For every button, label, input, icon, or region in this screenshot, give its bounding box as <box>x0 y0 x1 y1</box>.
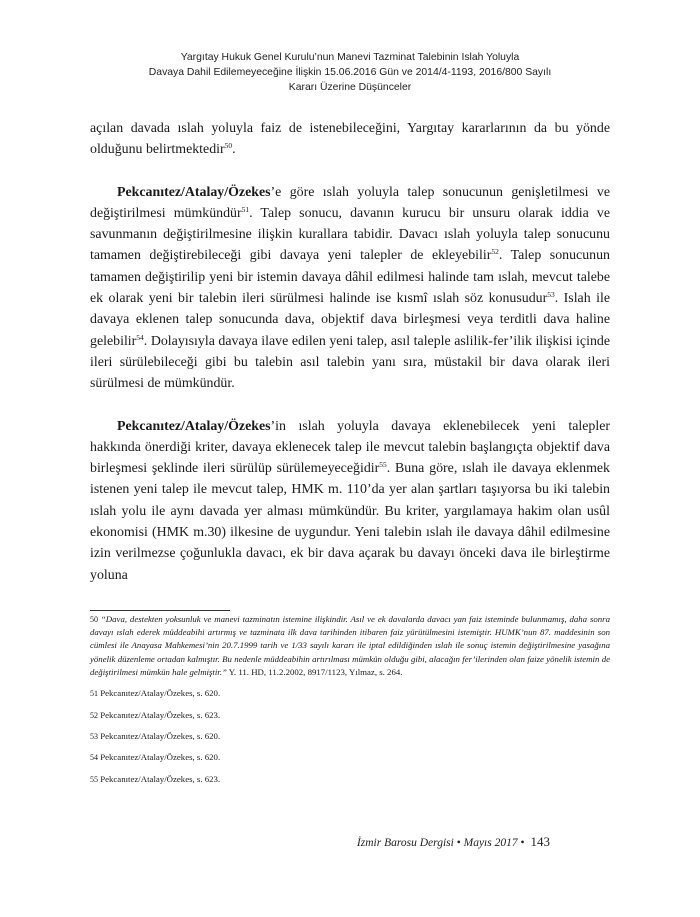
footnote-text: Pekcanıtez/Atalay/Özekes, s. 620. <box>100 730 221 741</box>
page-number: 143 <box>530 834 550 849</box>
footnote-text: Pekcanıtez/Atalay/Özekes, s. 623. <box>100 709 221 720</box>
body-text <box>90 118 610 586</box>
paragraph-3-sentence-1: ’in ıslah yoluyla davaya eklenebilecek yeni talepler hakkında önerdiği kriter, davaya eklenecek talep ile mevcut talebin başlangıçta objektif dava birleşmesi şeklinde ileri sürülüp sürülemeyeceğidir <box>90 418 610 477</box>
author-names: Pekcanıtez/Atalay/Özekes <box>117 418 271 434</box>
journal-issue: Mayıs 2017 <box>463 837 518 849</box>
paragraph-3 <box>90 416 610 586</box>
footer-bullet: • <box>520 837 525 849</box>
footnote-divider <box>90 610 230 611</box>
paragraph-1-text: açılan davada ıslah yoluyla faiz de istenebileceğini, Yargıtay kararlarının da bu yönde olduğunu belirtmektedir <box>90 121 610 158</box>
footnote-52 <box>90 709 610 722</box>
footnote-ref-51[interactable]: 51 <box>241 204 250 214</box>
paragraph-1 <box>90 118 610 161</box>
running-header <box>90 50 610 95</box>
footnote-number: 54 <box>90 753 98 763</box>
paragraph-2-sentence-2: . Talep sonucu, davanın kurucu bir unsuru olarak iddia ve savunmanın değiştirilmesine ilişkin kurallara tabidir. Davacı ıslah yoluyla talep sonucunu tamamen değiştirebileceği gibi davaya yeni talepler de ekleyebilir <box>90 205 611 264</box>
footnote-ref-55[interactable]: 55 <box>379 460 387 470</box>
paragraph-2-sentence-1: ’e göre ıslah yoluyla talep sonucunun genişletilmesi ve değiştirilmesi mümkündür <box>90 184 610 221</box>
footnote-55 <box>90 773 610 786</box>
author-names: Pekcanıtez/Atalay/Özekes <box>117 184 271 200</box>
footnote-ref-54[interactable]: 54 <box>136 332 144 342</box>
footnote-text: Pekcanıtez/Atalay/Özekes, s. 623. <box>100 773 221 784</box>
running-header-line-3: Kararı Üzerine Düşünceler <box>288 82 412 93</box>
footnote-53 <box>90 730 610 743</box>
footnote-citation: Y. 11. HD, 11.2.2002, 8917/1123, Yılmaz, s. 264. <box>226 666 403 677</box>
paragraph-2-sentence-3: . Talep sonucunun tamamen değiştirilip yeni bir istemin davaya dâhil edilmesi halinde tam ıslah, mevcut talebe ek olarak yeni bir talebin ileri sürülmesi halinde ise kısmî ıslah söz konusudur <box>90 248 610 307</box>
footnote-54 <box>90 751 610 764</box>
footnote-text: Pekcanıtez/Atalay/Özekes, s. 620. <box>100 752 221 763</box>
footnote-number: 51 <box>90 689 98 699</box>
paragraph-1-end: . <box>232 142 236 158</box>
journal-name: İzmir Barosu Dergisi <box>356 837 454 849</box>
running-header-line-1: Yargıtay Hukuk Genel Kurulu’nun Manevi Tazminat Talebinin Islah Yoluyla <box>180 52 520 63</box>
page-footer <box>90 834 550 850</box>
footnote-50 <box>90 613 610 679</box>
footnotes <box>90 613 610 786</box>
footnote-ref-50[interactable]: 50 <box>224 141 233 151</box>
footnote-text: Pekcanıtez/Atalay/Özekes, s. 620. <box>100 688 221 699</box>
footnote-51 <box>90 687 610 700</box>
paragraph-2 <box>90 182 610 395</box>
running-header-line-2: Davaya Dahil Edilemeyeceğine İlişkin 15.06.2016 Gün ve 2014/4-1193, 2016/800 Sayılı <box>148 67 552 78</box>
paragraph-3-sentence-2: . Buna göre, ıslah ile davaya eklenmek istenen yeni talep ile mevcut talep, HMK m. 110’da yer alan şartları taşıyorsa bu iki talebin ıslah yolu ile aynı davada yer alması mümkündür. Bu kriter, yargılamaya hakim olan usûl ekonomisi (HMK m.30) ilkesine de uygundur. Yeni talebin ıslah ile davaya dâhil edilmesine izin verilmezse çoğunlukla davacı, ek bir dava açarak bu davayı önceki dava ile birleştirme yoluna <box>90 461 610 583</box>
footnote-number: 50 <box>90 615 98 624</box>
paragraph-2-sentence-5: . Dolayısıyla davaya ilave edilen yeni talep, asıl taleple aslilik-fer’ilik ilişkisi içinde ileri sürülebileceği gibi bu talebin asıl talebin yanı sıra, müstakil bir dava olarak ileri sürülmesi de mümkündür. <box>90 333 610 392</box>
footnote-ref-53[interactable]: 53 <box>547 290 555 300</box>
footnote-quote: “Dava, destekten yoksunluk ve manevi tazminatın istemine ilişkindir. Asıl ve ek davalarda davacı yan faiz isteminde bulunmamış, daha sonra davayı ıslah ederek müddeabihi artırmış ve tazminata ilk dava tarihinden itibaren faiz yürütülmesini istemiştir. HUMK’nun 87. maddesinin son cümlesi ile Anayasa Mahkemesi’nin 20.7.1999 tarih ve 1/33 sayılı kararı ile iptal edildiğinden ıslah ile sonuç istemin değiştirilmesine yasağına yönelik düzenleme ortadan kalmıştır. Bu nedenle müddeabihin artırılması mümkün olduğu gibi, alacağın fer’ilerinden olan faize yönelik istemin de değiştirilmesi mümkün hale gelmiştir.” <box>90 614 610 677</box>
footnote-number: 52 <box>90 710 98 720</box>
footer-bullet: • <box>456 837 461 849</box>
footnote-number: 53 <box>90 731 98 741</box>
footnote-number: 55 <box>90 774 98 784</box>
paragraph-2-sentence-4: . Islah ile davaya eklenen talep sonucunda dava, objektif dava birleşmesi veya terditli dava haline gelebilir <box>90 291 610 349</box>
footnote-ref-52[interactable]: 52 <box>491 247 499 257</box>
